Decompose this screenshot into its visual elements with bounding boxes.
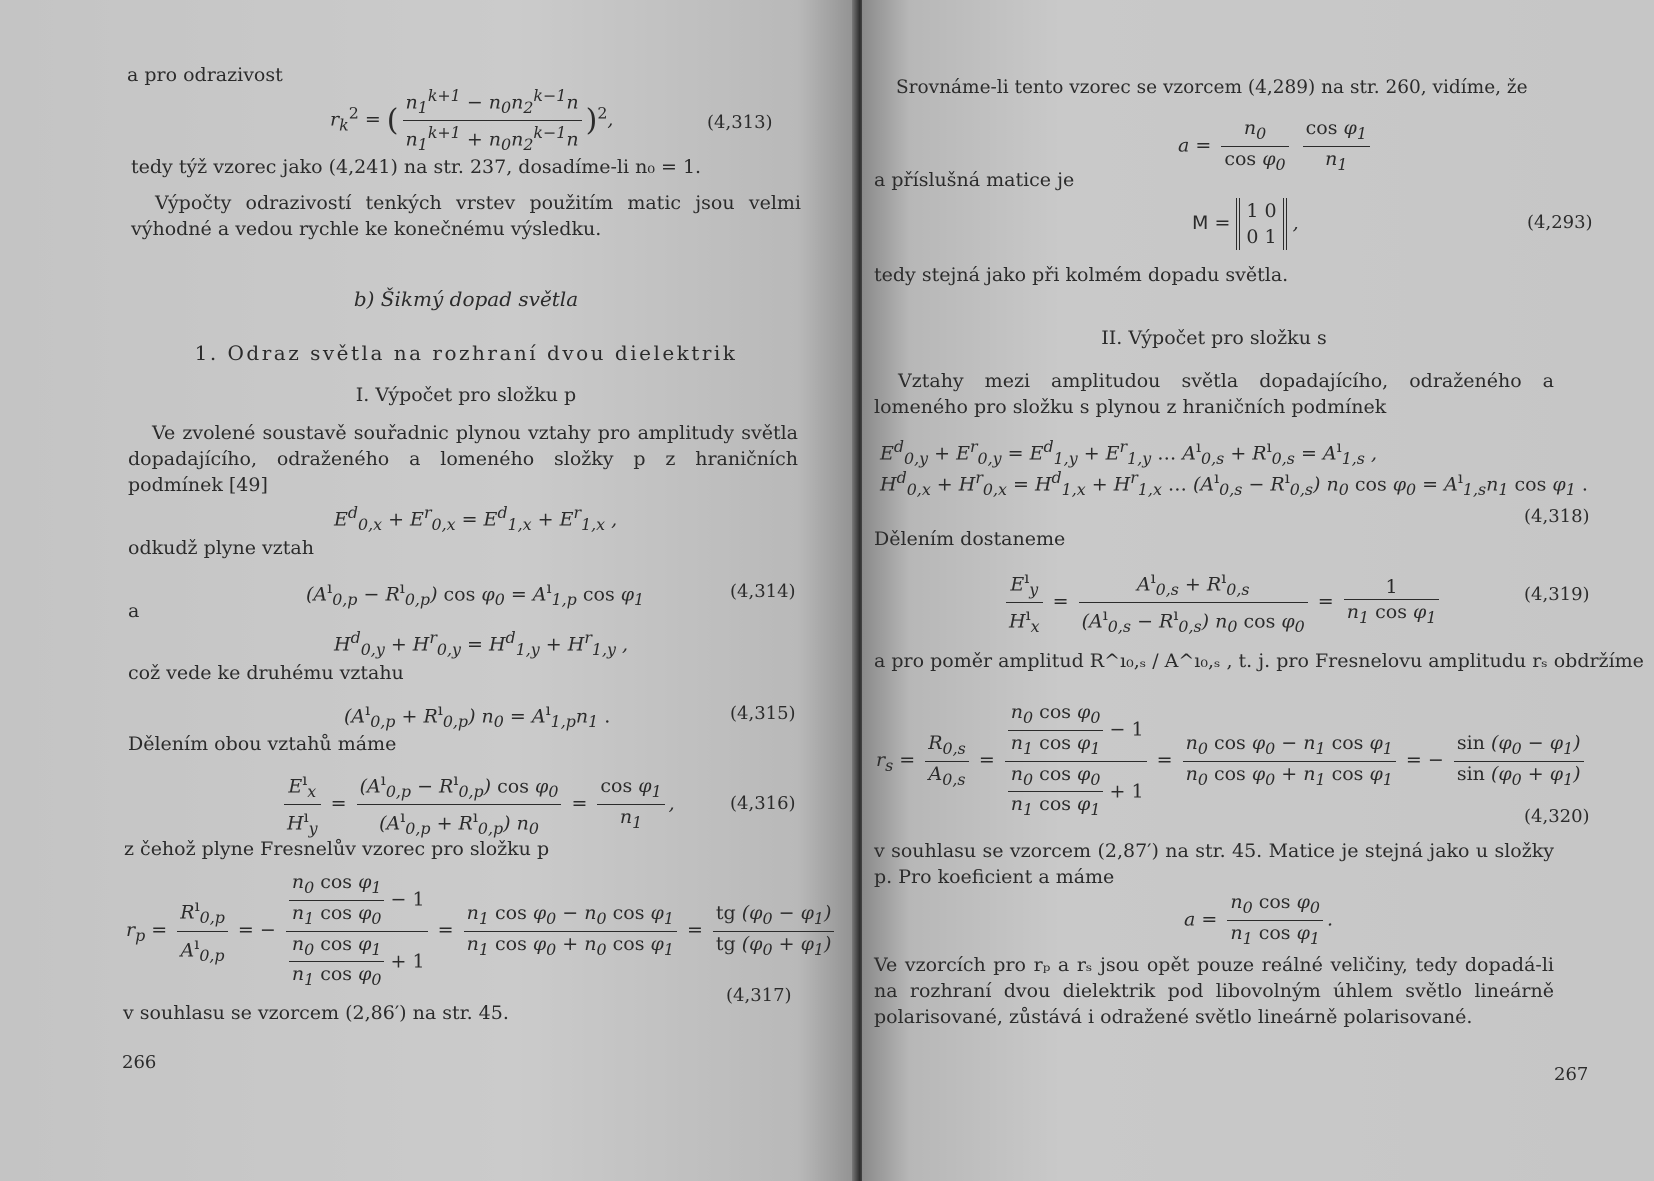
equation-number-4314: (4,314) (730, 581, 796, 602)
equation-boundary-h: $H^d_{0,y} + H^r_{0,y} = H^d_{1,y} + H^r_{1,y}$ , (334, 628, 629, 660)
equation-boundary-e: $E^d_{0,x} + E^r_{0,x} = E^d_{1,x} + E^r_{1,x}$ , (334, 503, 618, 535)
text-and: a (128, 600, 140, 622)
equation-number-4315: (4,315) (730, 703, 796, 724)
text-dividing-right: Dělením dostaneme (874, 528, 1066, 550)
text-fresnel: z čehož plyne Fresnelův vzorec pro složku p (124, 838, 550, 860)
text-leads: což vede ke druhému vztahu (128, 662, 404, 684)
text-whence: odkudž plyne vztah (128, 537, 315, 559)
equation-number-4313: (4,313) (707, 112, 773, 133)
section-heading-b: b) Šikmý dopad světla (353, 287, 579, 311)
text-system: Ve zvolené soustavě souřadnic plynou vztahy pro amplitudy světla dopadajícího, odraženého a lomeného složky p z hraničních podmínek [49] (128, 422, 798, 496)
equation-4313: $r_k^2$ = ( $\frac{n_1^{k+1} - n_0n_2^{k-1}n}{n_1^{k+1} + n_0n_2^{k-1}n}$ )$^2$, (330, 86, 614, 155)
equation-4319: $\frac{E^ı_y}{H^ı_x}$ = $\frac{A^ı_{0,s} + R^ı_{0,s}}{(A^ı_{0,s} - R^ı_{0,s}) n_0 \cos \varphi_0}$ = $\frac{1}{n_1 \cos \varphi_1}$ (1002, 566, 1443, 639)
equation-4318-line2: $H^d_{0,x} + H^r_{0,x} = H^d_{1,x} + H^r_{1,x}$ … $(A^ı_{0,s} - R^ı_{0,s})$ $n_0$ $\cos \varphi_0 = A^ı_{1,s}n_1$ $\cos \varphi_1$ . (880, 468, 1588, 500)
section-heading-I: I. Výpočet pro složku p (355, 384, 577, 406)
text-same-normal: tedy stejná jako při kolmém dopadu světla. (874, 264, 1289, 286)
text-dividing: Dělením obou vztahů máme (128, 733, 397, 755)
equation-4318-line1: $E^d_{0,y} + E^r_{0,y} = E^d_{1,y} + E^r_{1,y}$ … $A^ı_{0,s} + R^ı_{0,s} = A^ı_{1,s}$ , (880, 437, 1378, 469)
equation-4320: $r_s$ = $\frac{R_{0,s}}{A_{0,s}}$ = $\frac{n_0 \cos \varphi_0}{n_1 \cos \varphi_1}$ − 1 $\frac{n_0 \cos \varphi_0}{n_1 \cos \varphi_1}$ + 1 = $\frac{n_0 \cos \varphi_0 - n_1 \cos \varphi_1}{n_0 \cos \varphi_0 + n_1 \cos \varphi_1}$ = − $\frac{\sin (\varphi_0 - \varphi_1)}{\sin (\varphi_0 + \varphi_1)}$ (876, 700, 1588, 822)
text-accordance-left: v souhlasu se vzorcem (2,86′) na str. 45. (123, 1002, 509, 1024)
page-number-right: 267 (1554, 1064, 1589, 1085)
equation-number-4316: (4,316) (730, 793, 796, 814)
equation-number-4317: (4,317) (726, 985, 792, 1006)
equation-4317: $r_p$ = $\frac{R^ı_{0,p}}{A^ı_{0,p}}$ = − $\frac{n_0 \cos \varphi_1}{n_1 \cos \varphi_0}$ − 1 $\frac{n_0 \cos \varphi_1}{n_1 \cos \varphi_0}$ + 1 = $\frac{n_1 \cos \varphi_0 - n_0 \cos \varphi_1}{n_1 \cos \varphi_0 + n_0 \cos \varphi_1}$ = $\frac{tg (\varphi_0 - \varphi_1)}{tg (\varphi_0 + \varphi_1)}$ (126, 870, 838, 992)
equation-a2: a = $\frac{n_0 \cos \varphi_0}{n_1 \cos \varphi_1}$ . (1184, 891, 1334, 948)
equation-4316: $\frac{E^ı_x}{H^ı_y}$ = $\frac{(A^ı_{0,p} - R^ı_{0,p}) \cos \varphi_0}{(A^ı_{0,p} + R^ı_{0,p}) n_0}$ = $\frac{\cos \varphi_1}{n_1}$ , (280, 768, 675, 841)
right-page (862, 0, 1654, 1181)
equation-a: a = $\frac{n_0}{\cos \varphi_0}$ $\frac{\cos \varphi_1}{n_1}$ (1178, 116, 1374, 177)
equation-4315: $(A^ı_{0,p} + R^ı_{0,p}) n_0 = A^ı_{1,p}n_1$ . (344, 700, 611, 732)
text-reflectivity-intro: a pro odrazivost (127, 64, 283, 86)
text-same-formula: tedy týž vzorec jako (4,241) na str. 237, dosadíme-li n₀ = 1. (131, 156, 702, 178)
section-heading-II: II. Výpočet pro složku s (1101, 327, 1327, 349)
text-ratio: a pro poměr amplitud R^ı₀,ₛ / A^ı₀,ₛ , t. j. pro Fresnelovu amplitudu rₛ obdržíme (874, 650, 1644, 672)
equation-4314: $(A^ı_{0,p} - R^ı_{0,p})$ $\cos \varphi_0 = A^ı_{1,p}$ $\cos \varphi_1$ (306, 578, 645, 610)
text-compare: Srovnáme-li tento vzorec se vzorcem (4,289) na str. 260, vidíme, že (896, 77, 1528, 98)
section-heading-1: 1. Odraz světla na rozhraní dvou dielektrik (194, 341, 738, 365)
text-matrix: a příslušná matice je (874, 169, 1075, 191)
equation-number-4318: (4,318) (1524, 506, 1590, 527)
text-final: Ve vzorcích pro rₚ a rₛ jsou opět pouze reálné veličiny, tedy dopadá-li na rozhraní dvou dielektrik pod libovolným úhlem světlo lineárně polarisované, zůstává i odražené světlo lineárně polarisované. (874, 954, 1554, 1028)
text-computations: Výpočty odrazivostí tenkých vrstev použitím matic jsou velmi výhodné a vedou rychle ke konečnému výsledku. (131, 192, 801, 240)
equation-number-4319: (4,319) (1524, 584, 1590, 605)
text-accordance-right: v souhlasu se vzorcem (2,87′) na str. 45. Matice je stejná jako u složky p. Pro koeficient a máme (874, 840, 1554, 888)
equation-number-4293: (4,293) (1527, 212, 1593, 233)
text-relations: Vztahy mezi amplitudou světla dopadajícího, odraženého a lomeného pro složku s plynou z hraničních podmínek (874, 370, 1554, 418)
equation-number-4320: (4,320) (1524, 806, 1590, 827)
page-number-left: 266 (122, 1052, 157, 1073)
equation-4293: M = 1 0 0 1 , (1192, 200, 1299, 248)
